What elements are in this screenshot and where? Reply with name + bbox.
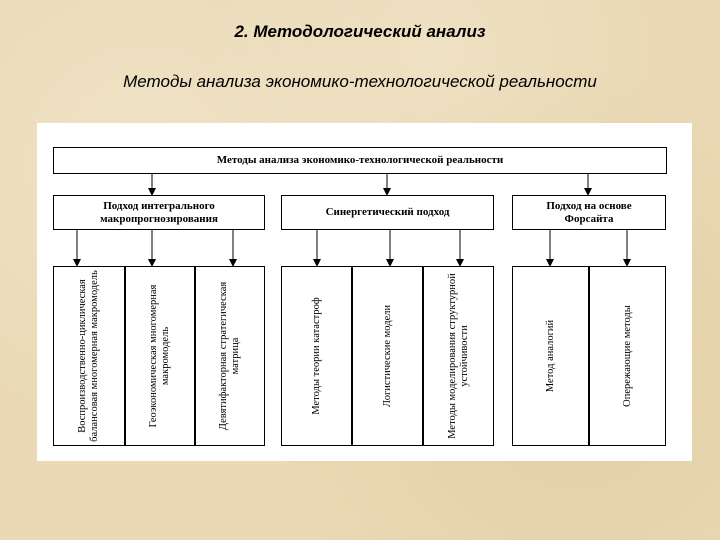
method-label-anticipatory: Опережающие методы [621, 305, 633, 407]
method-label-logistic-models: Логистические модели [381, 304, 393, 408]
root-label: Методы анализа экономико-технологической реальности [216, 154, 504, 166]
method-box-analogies [512, 266, 589, 446]
method-box-nine-factor-matrix [195, 266, 265, 446]
slide-subheading: Методы анализа экономико-технологической реальности [123, 72, 597, 91]
group-box-foresight [512, 195, 666, 230]
method-box-logistic-models [352, 266, 423, 446]
method-box-anticipatory [589, 266, 666, 446]
group-label-integral: Подход интегрального макропрогнозирования [100, 199, 218, 225]
method-box-reproduction-model [53, 266, 125, 446]
method-label-geoeconomic-model: Геоэкономическая многомерная макромодель [148, 284, 171, 428]
method-label-reproduction-model: Воспроизводственно-циклическая балансовая многомерная макромодель [77, 270, 100, 442]
slide-heading: 2. Методологический анализ [234, 22, 486, 41]
method-label-analogies: Метод аналогий [544, 319, 556, 393]
method-label-catastrophe-theory: Методы теории катастроф [310, 297, 322, 415]
method-box-geoeconomic-model [125, 266, 195, 446]
method-label-structural-stability: Методы моделирования структурной устойчивости [446, 273, 470, 439]
group-box-synergetic [281, 195, 494, 230]
group-label-synergetic: Синергетический подход [325, 206, 450, 218]
group-label-foresight: Подход на основе Форсайта [546, 199, 632, 225]
group-box-integral [53, 195, 265, 230]
method-label-nine-factor-matrix: Девятифакторная стратегическая матрица [218, 281, 241, 431]
diagram-panel [37, 123, 692, 461]
method-box-catastrophe-theory [281, 266, 352, 446]
root-box [53, 147, 667, 174]
method-box-structural-stability [423, 266, 494, 446]
